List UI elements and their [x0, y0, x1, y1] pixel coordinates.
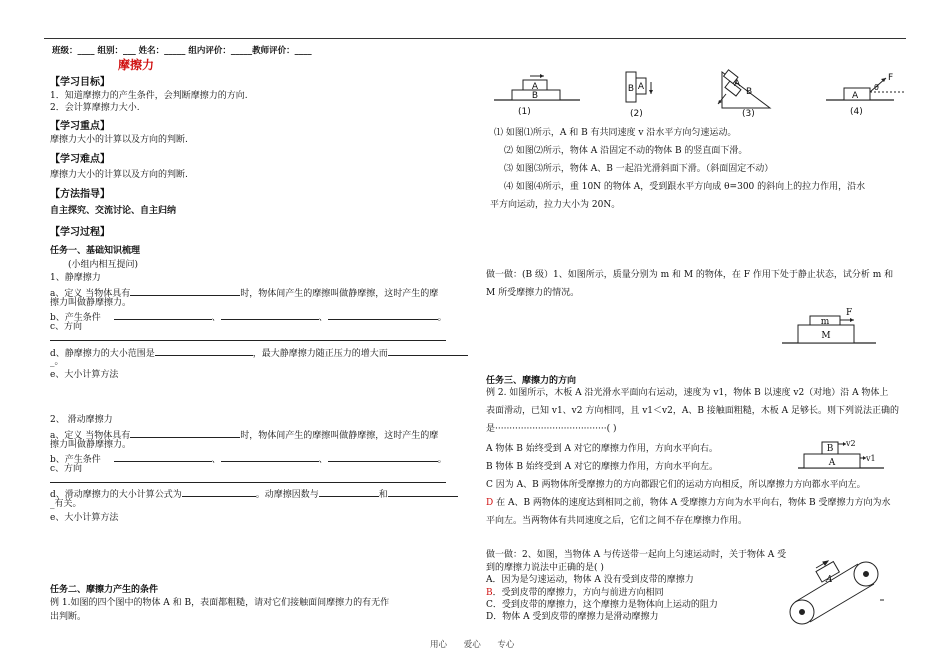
static-def-line: a、定义 当物体具有 时，物体间产生的摩擦叫做静摩擦，这时产生的摩 — [50, 285, 438, 300]
task1-note: (小组内相互提问) — [68, 260, 139, 270]
figure-3 — [718, 70, 770, 119]
fig4-label-A: A — [852, 91, 859, 101]
blank-static-cond-2[interactable] — [221, 309, 319, 320]
ex2-v2: v2 — [846, 439, 856, 448]
do2-line-1: 做一做：2、如图，当物体 A 与传送带一起向上匀速运动时，关于物体 A 受 — [486, 550, 787, 560]
blank-sliding-cond-2[interactable] — [221, 451, 319, 462]
ex2-figure — [796, 436, 886, 472]
sliding-cond-line: b、产生条件 、 、 。 — [50, 451, 447, 466]
static-friction-title: 1、静摩擦力 — [50, 273, 101, 283]
conveyor-belt-figure — [786, 552, 896, 630]
heading-goals: 【学习目标】 — [50, 77, 110, 88]
ex2-line-2: 表面滑动，已知 v1、v2 方向相同，且 v1＜v2，A、B 接触面粗糙，木板 A 足够长。则下列说法正确的 — [486, 406, 900, 416]
blank-sliding-mu-1[interactable] — [319, 486, 379, 497]
do1-line-2: M 所受摩擦力的情况。 — [486, 288, 580, 298]
task1-title: 任务一、基础知识梳理 — [50, 246, 141, 256]
ex2-option-B[interactable]: B 物体 B 始终受到 A 对它的摩擦力作用，方向水平向左。 — [486, 462, 719, 472]
static-calc-label: e、大小计算方法 — [50, 370, 119, 380]
do2-option-B[interactable]: B．受到皮带的摩擦力，方向与前进方向相同 — [486, 588, 664, 598]
key-points-text: 摩擦力大小的计算以及方向的判断. — [50, 135, 188, 145]
difficulties-text: 摩擦力大小的计算以及方向的判断. — [50, 170, 188, 180]
ex2-line-3: 是·······································( ) — [486, 424, 617, 434]
ex2-block-B: B — [826, 444, 834, 454]
task3-title: 任务三、摩擦力的方向 — [486, 376, 577, 386]
ex1-item-4-cont: 平方向运动，拉力大小为 20N。 — [490, 200, 621, 210]
blank-sliding-mu-2[interactable] — [388, 486, 458, 497]
figure-2 — [626, 72, 653, 119]
ex2-option-D[interactable]: D 在 A、B 两物体的速度达到相同之前，物体 A 受摩擦力方向为水平向右，物体 B 受摩擦力方向为水 — [486, 498, 891, 508]
fig1-label-B: B — [531, 91, 539, 101]
do2-line-2: 到的摩擦力说法中正确的是( ) — [486, 563, 604, 573]
blank-sliding-cond-1[interactable] — [114, 451, 212, 462]
block-M-label: M — [821, 331, 831, 341]
do2-option-A[interactable]: A．因为是匀速运动，物体 A 没有受到皮带的摩擦力 — [486, 575, 694, 585]
static-direction-label: c、方向 — [50, 322, 83, 332]
task2-example-1: 例 1.如图的四个图中的物体 A 和 B，表面都粗糙，请对它们接触面间摩擦力的有无作 — [50, 598, 390, 608]
ex2-line-1: 例 2. 如图所示，木板 A 沿光滑水平面向右运动，速度为 v1，物体 B 以速度 v2（对地）沿 A 物体上 — [486, 388, 889, 398]
block-m-label: m — [820, 317, 830, 327]
fig1-label-A: A — [531, 82, 539, 92]
heading-method: 【方法指导】 — [50, 189, 110, 200]
fig2-caption: (2) — [630, 109, 643, 119]
fig4-caption: (4) — [850, 107, 863, 117]
static-cond-line: b、产生条件 、 、 。 — [50, 309, 447, 324]
task2-title: 任务二、摩擦力产生的条件 — [50, 585, 159, 595]
static-range-end: _。 — [50, 357, 64, 367]
blank-static-max[interactable] — [388, 345, 468, 356]
blank-static-range[interactable] — [155, 345, 253, 356]
ex1-item-2: ⑵ 如图⑵所示，物体 A 沿固定不动的物体 B 的竖直面下滑。 — [504, 146, 748, 156]
m-M-figure — [780, 305, 880, 351]
fig3-caption: (3) — [742, 109, 755, 119]
page-title: 摩擦力 — [118, 58, 155, 72]
blank-sliding-formula[interactable] — [182, 486, 256, 497]
do2-option-C[interactable]: C．受到皮带的摩擦力，这个摩擦力是物体向上运动的阻力 — [486, 600, 718, 610]
blank-static-def[interactable] — [130, 285, 240, 296]
footer: 用心 爱心 专心 — [430, 640, 515, 650]
do2-option-D[interactable]: D．物体 A 受到皮带的摩擦力是滑动摩擦力 — [486, 612, 659, 622]
static-range-line: d、静摩擦力的大小范围是 ，最大静摩擦力随正压力的增大而 — [50, 345, 468, 360]
fig3-label-A: A — [734, 79, 741, 89]
heading-process: 【学习过程】 — [50, 227, 110, 238]
ex1-item-3: ⑶ 如图⑶所示，物体 A、B 一起沿光滑斜面下滑。（斜面固定不动） — [504, 164, 774, 174]
belt-block-A: A — [826, 575, 833, 585]
example1-figures — [490, 68, 910, 120]
ex1-item-1: ⑴ 如图⑴所示，A 和 B 有共同速度 v 沿水平方向匀速运动。 — [494, 128, 737, 138]
force-F-label: F — [846, 308, 853, 318]
sliding-formula-end: _有关。 — [50, 499, 82, 509]
student-info-line: 班级：____ 组别：___ 姓名：_____ 组内评价：_____教师评价：____ — [52, 46, 312, 56]
fig2-label-A: A — [637, 82, 645, 92]
blank-sliding-cond-3[interactable] — [328, 451, 438, 462]
goal-2: 2．会计算摩擦力大小. — [50, 103, 140, 113]
fig3-label-B: B — [746, 87, 753, 97]
sliding-def-line: a、定义 当物体具有 时，物体间产生的摩擦叫做静摩擦，这时产生的摩 — [50, 427, 438, 442]
static-def-cont: 擦力叫做静摩擦力。 — [50, 298, 132, 308]
ex2-option-D-cont: 平向左。当两物体有共同速度之后，它们之间不存在摩擦力作用。 — [486, 516, 748, 526]
blank-static-cond-3[interactable] — [328, 309, 438, 320]
figure-4 — [826, 73, 904, 117]
ex2-v1: v1 — [866, 454, 876, 463]
blank-sliding-def[interactable] — [130, 427, 240, 438]
do1-line-1: 做一做：(B 级）1、如图所示，质量分别为 m 和 M 的物体，在 F 作用下处于静止状态，试分析 m 和 — [486, 270, 894, 280]
blank-sliding-direction[interactable] — [50, 482, 446, 483]
sliding-calc-label: e、大小计算方法 — [50, 513, 119, 523]
heading-key-points: 【学习重点】 — [50, 121, 110, 132]
fig4-label-F: F — [888, 73, 894, 83]
sliding-def-cont: 擦力叫做静摩擦力。 — [50, 440, 132, 450]
fig2-label-B: B — [627, 84, 635, 94]
fig4-label-theta: θ — [874, 83, 879, 92]
blank-static-cond-1[interactable] — [114, 309, 212, 320]
sliding-friction-title: 2、 滑动摩擦力 — [50, 415, 113, 425]
blank-static-direction[interactable] — [50, 340, 446, 341]
ex2-option-A[interactable]: A 物体 B 始终受到 A 对它的摩擦力作用，方向水平向右。 — [486, 444, 718, 454]
fig1-caption: (1) — [518, 107, 531, 117]
ex2-board-A: A — [828, 458, 836, 468]
ex1-item-4: ⑷ 如图⑷所示，重 10N 的物体 A，受到跟水平方向成 θ=300 的斜向上的拉力作用，沿水 — [504, 182, 866, 192]
top-rule — [44, 38, 906, 39]
ex2-option-C[interactable]: C 因为 A、B 两物体所受摩擦力的方向都跟它们的运动方向相反，所以摩擦力方向都水平向左。 — [486, 480, 866, 490]
goal-1: 1．知道摩擦力的产生条件，会判断摩擦力的方向. — [50, 91, 248, 101]
figure-1 — [494, 74, 580, 117]
heading-difficulties: 【学习难点】 — [50, 154, 110, 165]
sliding-direction-label: c、方向 — [50, 464, 83, 474]
method-text: 自主探究、交流讨论、自主归纳 — [50, 206, 177, 216]
sliding-formula-line: d、滑动摩擦力的大小计算公式为 。动摩擦因数与 和 — [50, 486, 458, 501]
task2-example-2: 出判断。 — [50, 612, 87, 622]
